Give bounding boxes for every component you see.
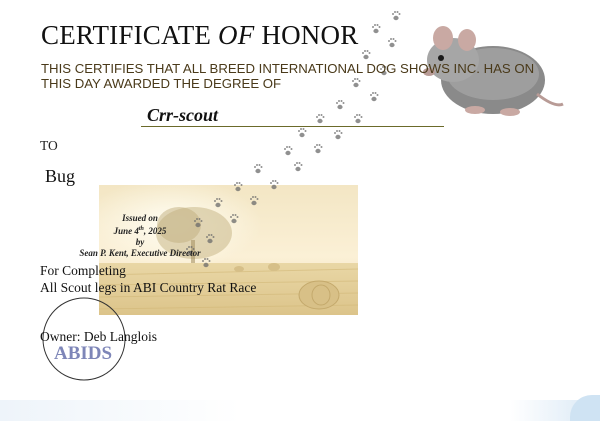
achievement-text: All Scout legs in ABI Country Rat Race [40,280,257,295]
logo-text: ABIDS [54,343,113,364]
paw-print-icon [234,182,243,191]
issued-block [65,213,215,259]
degree-underline [141,126,444,127]
to-label: TO [40,138,58,153]
owner-name: Owner: Deb Langlois [40,329,157,344]
paw-print-icon [362,50,371,59]
bottom-border-decoration [0,400,600,421]
recipient-name: Bug [45,166,76,186]
paw-print-icon [336,100,345,109]
paw-print-icon [298,128,307,137]
paw-print-icon [214,198,223,207]
paw-print-icon [270,180,279,189]
paw-print-icon [388,38,397,47]
paw-print-icon [370,92,379,101]
issued-date: June 4th, 2025 [113,226,167,236]
paw-print-icon [284,146,293,155]
certificate-title: CERTIFICATE OF HONOR [41,20,359,50]
paw-print-icon [202,258,211,267]
certifies-statement: THIS CERTIFIES THAT ALL BREED INTERNATIONAL DOG SHOWS INC. HAS ON THIS DAY AWARDED THE DEGREE OF [41,61,535,91]
paw-print-icon [392,11,401,20]
paw-print-icon [230,214,239,223]
paw-print-icon [316,114,325,123]
degree-title: Crr-scout [147,105,219,125]
paw-print-icon [354,114,363,123]
paw-print-icon [334,130,343,139]
paw-print-icon [254,164,263,173]
issued-label: Issued on [122,213,158,223]
corner-decoration [570,395,600,421]
paw-print-icon [314,144,323,153]
paw-print-icon [294,162,303,171]
for-label: For Completing [40,263,126,278]
paw-print-icon [372,24,381,33]
paw-print-icon [250,196,259,205]
issued-by: by [135,237,145,247]
issuer-name: Sean P. Kent, Executive Director [79,248,201,258]
